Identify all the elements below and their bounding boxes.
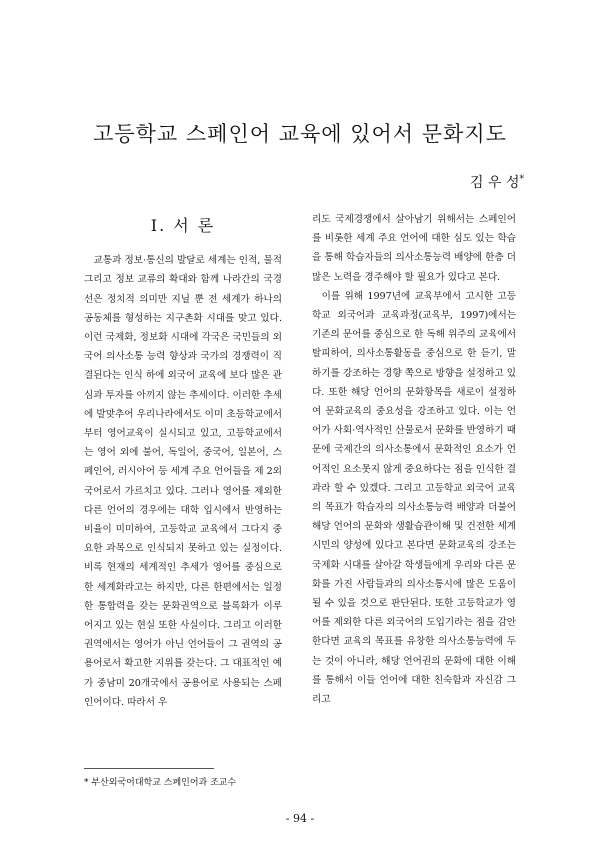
section-heading: I. 서 론	[150, 216, 216, 235]
left-column	[84, 210, 282, 712]
author-footnote-marker: *	[519, 174, 524, 185]
right-column	[312, 210, 516, 709]
body-paragraph: 이를 위해 1997년에 교육부에서 고시한 고등학교 외국어과 교육과정(교육부, 1997)에서는 기존의 문어를 중심으로 한 독해 위주의 교육에서 탈피하여, 의사소통활동을 중심으로 한 듣기, 말하기를 강조하는 경향 쪽으로 방향을 설정하고 있다. 또한 해당 언어의 문화항목을 새로이 설정하여 문화교육의 중요성을 강조하고 있다. 이는 언어가 사회·역사적인 산물로서 문화를 반영하기 때문에 국제간의 의사소통에서 문화적인 요소가 언어적인 요소못지 않게 중요하다는 점을 인식한 결과라 할 수 있겠다. 그리고 고등학교 외국어 교육의 목표가 학습자의 의사소통능력 배양과 더불어 해당 언어의 문화와 생활습관이해 및 건전한 세계시민의 양성에 있다고 본다면 문화교육의 강조는 국제화 시대를 살아갈 학생들에게 우리와 다른 문화를 가진 사람들과의 의사소통시에 많은 도움이 될 수 있을 것으로 판단된다. 또한 고등학교가 영어를 제외한 다른 외국어의 도입기라는 점을 감안한다면 교육의 목표를 유창한 의사소통능력에 두는 것이 아니라, 해당 언어권의 문화에 대한 이해를 통해서 이들 언어에 대한 친숙함과 자신감 그리고	[312, 290, 516, 706]
paper-title: 고등학교 스페인어 교육에 있어서 문화지도	[93, 122, 507, 146]
body-paragraph: 교통과 정보·통신의 발달로 세계는 인적, 물적 그리고 정보 교류의 확대와 함께 나라간의 국경선은 정치적 의미만 지닐 뿐 전 세계가 하나의 공동체를 형성하는 지구촌화 시대를 맞고 있다. 이런 국제화, 정보화 시대에 각국은 국민들의 외국어 의사소통 능력 향상과 국가의 경쟁력이 직결된다는 인식 하에 외국어 교육에 보다 많은 관심과 투자를 아끼지 않는 추세이다. 이러한 추세에 발맞추어 우리나라에서도 이미 초등학교에서부터 영어교육이 실시되고 있고, 고등학교에서는 영어 외에 불어, 독일어, 중국어, 일본어, 스페인어, 러시아어 등 세계 주요 언어들을 제 2외국어로서 가르치고 있다. 그러나 영어를 제외한 다른 언어의 경우에는 대학 입시에서 반영하는 비율이 미미하여, 고등학교 교육에서 그다지 중요한 과목으로 인식되지 못하고 있는 실정이다. 비록 현재의 세계적인 추세가 영어를 중심으로 한 세계화라고는 하지만, 다른 한편에서는 일정한 통합력을 갖는 문화권역으로 블록화가 이루어지고 있는 현실 또한 사실이다. 그리고 이러한 권역에서는 영어가 아닌 언어들이 그 권역의 공용어로서 확고한 지위를 갖는다. 그 대표적인 예가 중남미 20개국에서 공용어로 사용되는 스페인어이다. 따라서 우	[84, 255, 282, 708]
footnote-divider	[84, 768, 214, 769]
footnote: * 부산외국어대학교 스페인어과 조교수	[84, 778, 237, 788]
author-name	[470, 172, 524, 192]
author-name-text: 김 우 성	[470, 175, 520, 191]
page-number: - 94 -	[285, 812, 315, 825]
body-paragraph: 리도 국제경쟁에서 살아남기 위해서는 스페인어를 비롯한 세계 주요 언어에 대한 심도 있는 학습을 통해 학습자들의 의사소통능력 배양에 한층 더 많은 노력을 경주해야 할 필요가 있다고 본다.	[312, 214, 516, 283]
